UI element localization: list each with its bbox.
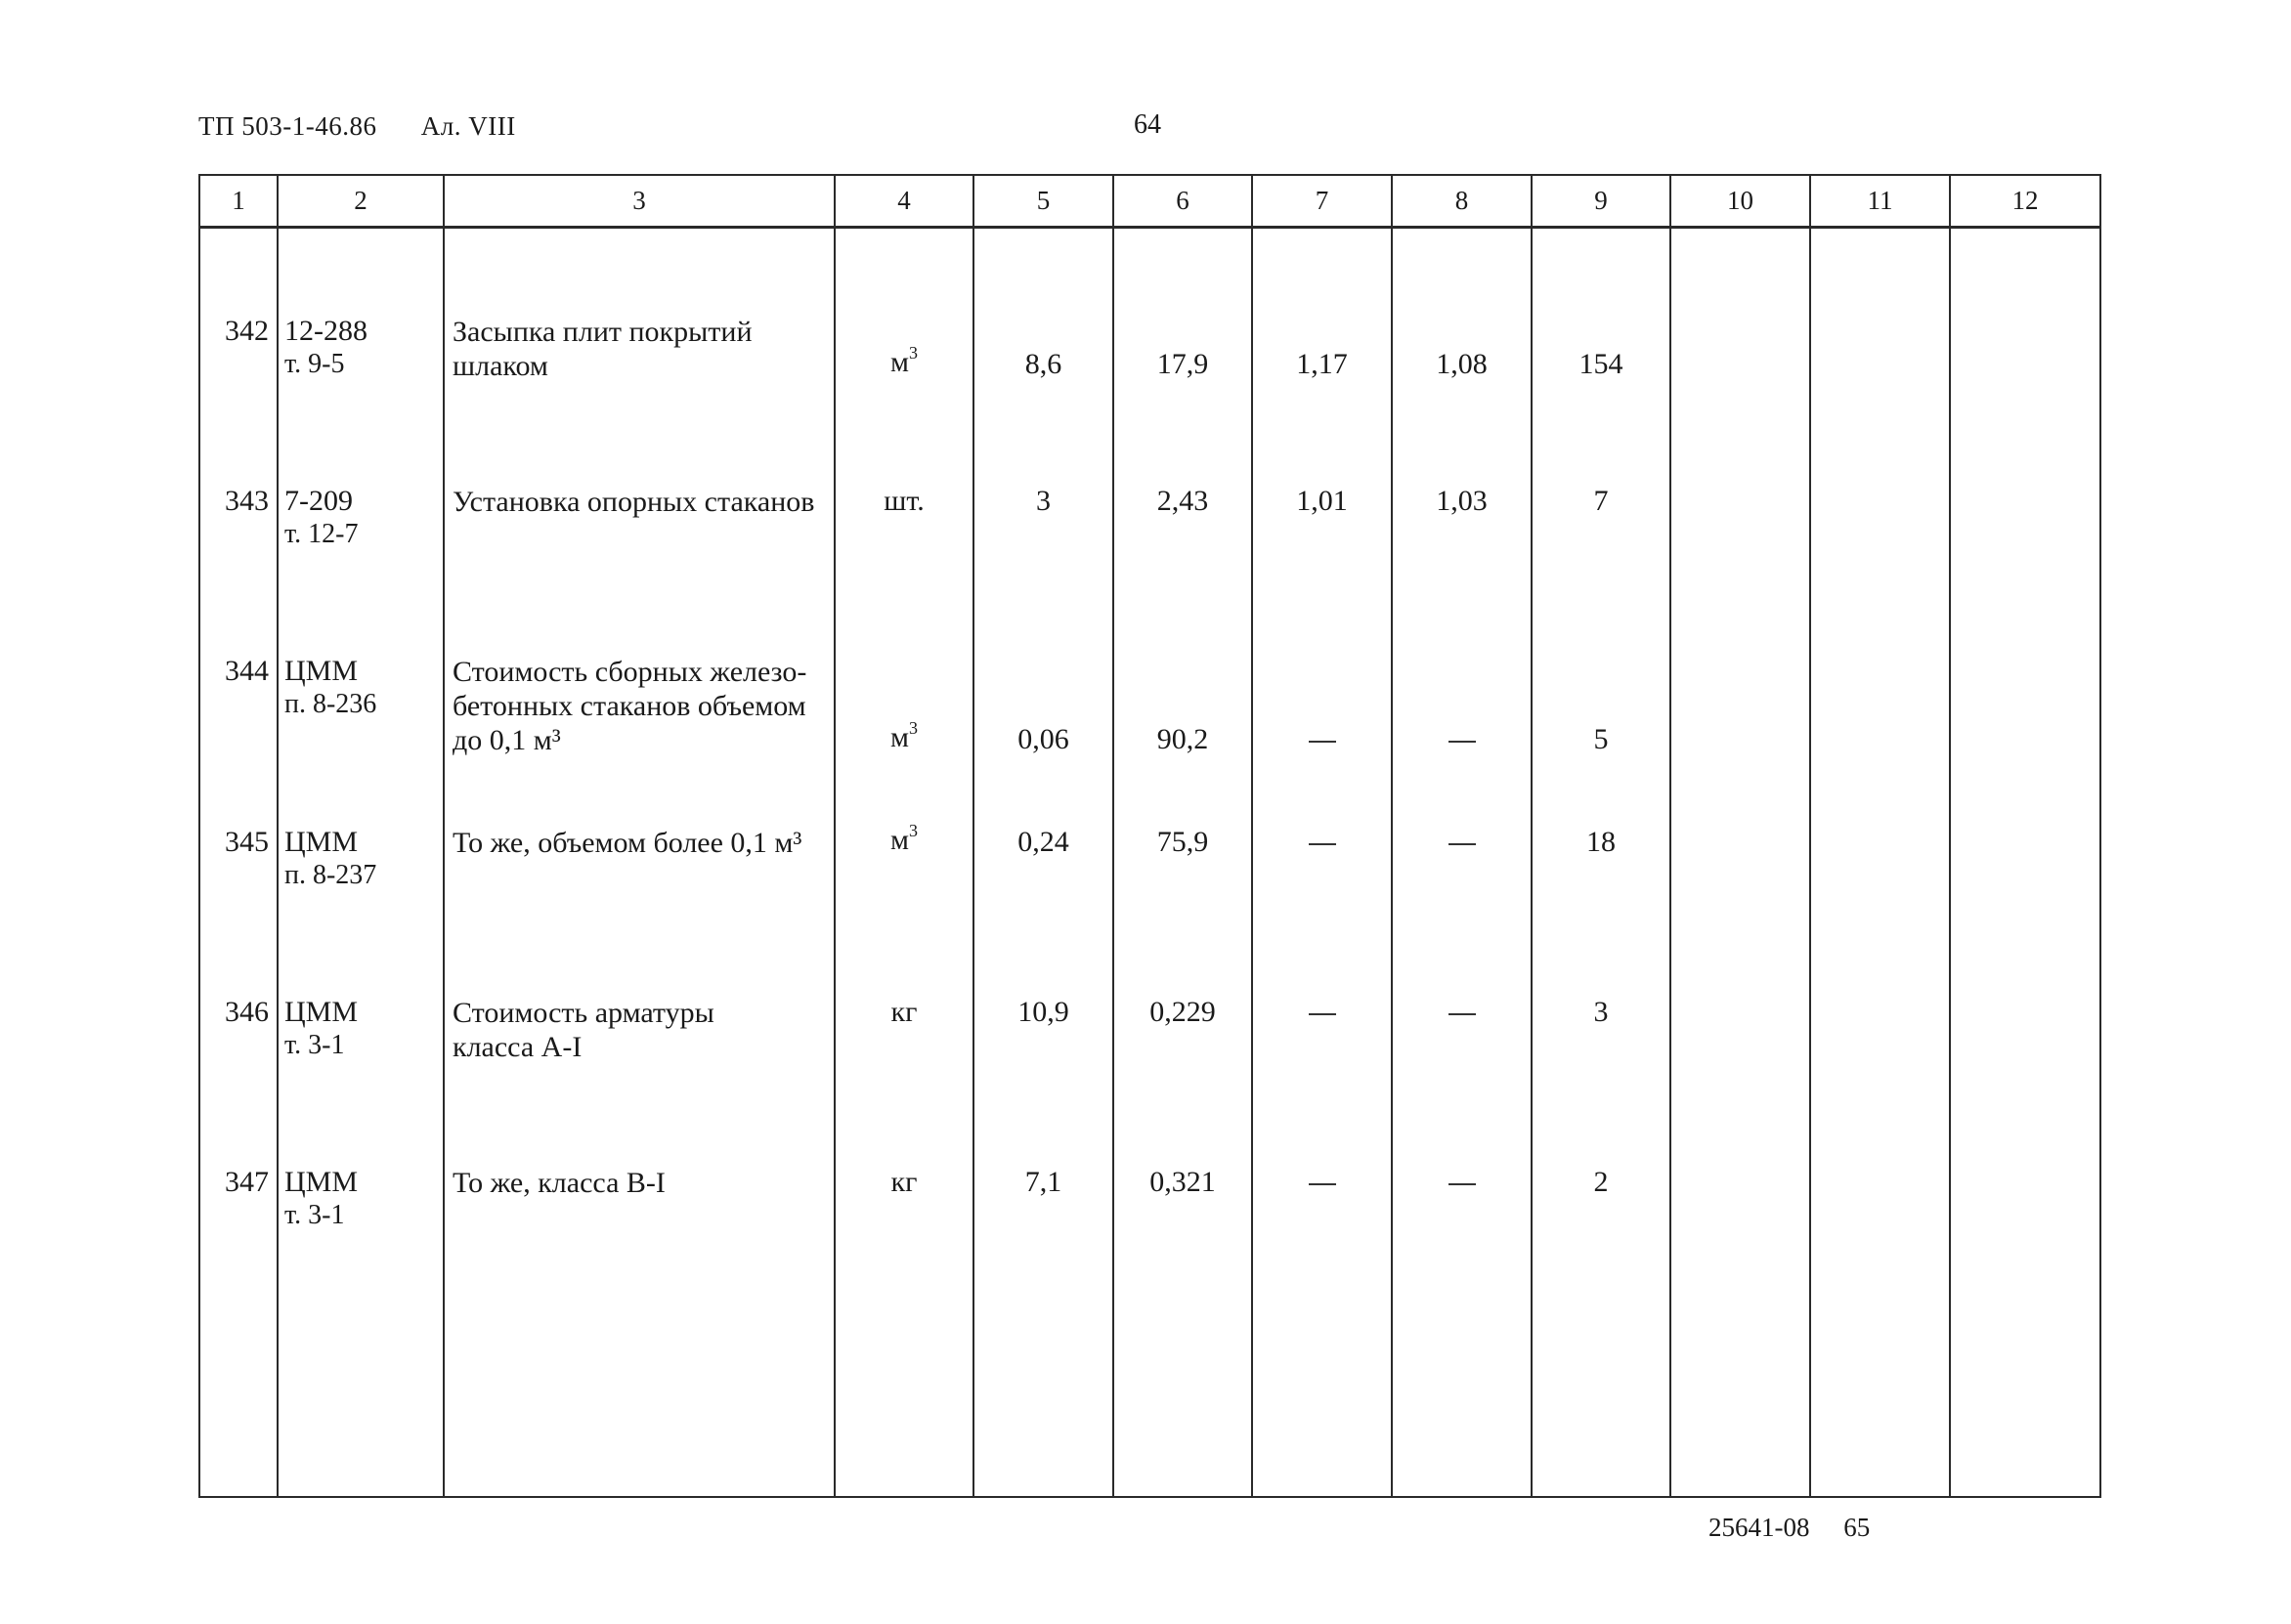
sheet-footer bbox=[1708, 1513, 1870, 1543]
album-number: Ал. VIII bbox=[420, 111, 516, 141]
dash-mark bbox=[1448, 1013, 1476, 1015]
value-cell: 1,03 bbox=[1436, 485, 1488, 518]
quantity-cell: 7,1 bbox=[1024, 1166, 1062, 1199]
column-header: 2 bbox=[278, 175, 444, 228]
empty-cell bbox=[1670, 1111, 1810, 1497]
quantity-cell: 8,6 bbox=[1024, 348, 1062, 380]
empty-cell bbox=[1950, 771, 2100, 941]
page-number: 64 bbox=[1134, 109, 1161, 140]
empty-cell bbox=[1950, 399, 2100, 569]
work-description: Засыпка плит покрытий шлаком bbox=[453, 316, 753, 382]
document-header bbox=[198, 111, 516, 142]
empty-cell bbox=[1950, 569, 2100, 771]
column-header: 4 bbox=[835, 175, 973, 228]
dash-mark bbox=[1448, 1183, 1476, 1185]
unit-cell: кг bbox=[890, 1166, 918, 1199]
value-cell: 18 bbox=[1586, 826, 1616, 859]
value-cell: 154 bbox=[1578, 348, 1623, 380]
norm-reference: ЦММ т. 3-1 bbox=[284, 996, 359, 1061]
quantity-cell: 10,9 bbox=[1017, 996, 1069, 1029]
norm-reference: ЦММ п. 8-236 bbox=[284, 655, 377, 720]
empty-cell bbox=[1810, 771, 1950, 941]
row-number: 342 bbox=[225, 315, 269, 347]
value-cell: 5 bbox=[1593, 723, 1609, 756]
estimate-table bbox=[198, 174, 2101, 1498]
empty-cell bbox=[1950, 228, 2100, 400]
value-cell: 7 bbox=[1593, 485, 1609, 518]
column-header: 8 bbox=[1392, 175, 1532, 228]
value-cell: 0,321 bbox=[1149, 1166, 1216, 1199]
value-cell: 75,9 bbox=[1156, 826, 1209, 859]
sheet-code: 25641-08 bbox=[1708, 1513, 1810, 1542]
empty-cell bbox=[1670, 399, 1810, 569]
column-header: 10 bbox=[1670, 175, 1810, 228]
quantity-cell: 0,24 bbox=[1017, 826, 1069, 859]
value-cell: 1,08 bbox=[1436, 348, 1488, 380]
unit-cell: $м^3$ bbox=[890, 718, 918, 754]
norm-reference: 12-288 т. 9-5 bbox=[284, 315, 367, 379]
empty-cell bbox=[1950, 1111, 2100, 1497]
column-number-row bbox=[199, 175, 2100, 228]
work-description: Стоимость сборных железо- бетонных стаканов объемом до 0,1 м³ bbox=[453, 656, 807, 757]
unit-cell: шт. bbox=[884, 485, 925, 518]
empty-cell bbox=[1810, 941, 1950, 1111]
work-description: Стоимость арматуры класса А-I bbox=[453, 997, 714, 1064]
unit-cell: кг bbox=[890, 996, 918, 1029]
dash-mark bbox=[1309, 1183, 1336, 1185]
row-number: 345 bbox=[225, 826, 269, 859]
unit-cell: $м^3$ bbox=[890, 821, 918, 857]
table-row bbox=[199, 771, 2100, 941]
table-row bbox=[199, 399, 2100, 569]
quantity-cell: 3 bbox=[1036, 485, 1051, 518]
empty-cell bbox=[1810, 228, 1950, 400]
column-header: 7 bbox=[1252, 175, 1392, 228]
value-cell: 90,2 bbox=[1156, 723, 1209, 756]
value-cell: 17,9 bbox=[1156, 348, 1209, 380]
empty-cell bbox=[1670, 569, 1810, 771]
empty-cell bbox=[1670, 771, 1810, 941]
norm-reference: 7-209 т. 12-7 bbox=[284, 485, 359, 550]
value-cell: 0,229 bbox=[1149, 996, 1216, 1029]
row-number: 344 bbox=[225, 655, 269, 688]
dash-mark bbox=[1448, 843, 1476, 845]
column-header: 12 bbox=[1950, 175, 2100, 228]
quantity-cell: 0,06 bbox=[1017, 723, 1069, 756]
dash-mark bbox=[1309, 741, 1336, 743]
empty-cell bbox=[1670, 941, 1810, 1111]
work-description: Установка опорных стаканов bbox=[453, 486, 815, 519]
norm-reference: ЦММ п. 8-237 bbox=[284, 826, 377, 891]
empty-cell bbox=[1810, 569, 1950, 771]
work-description: То же, объемом более 0,1 м³ bbox=[453, 827, 802, 860]
row-number: 346 bbox=[225, 996, 269, 1029]
column-header: 3 bbox=[444, 175, 835, 228]
empty-cell bbox=[1810, 1111, 1950, 1497]
column-header: 9 bbox=[1532, 175, 1670, 228]
dash-mark bbox=[1309, 1013, 1336, 1015]
value-cell: 1,17 bbox=[1296, 348, 1348, 380]
work-description: То же, класса В-I bbox=[453, 1167, 666, 1200]
dash-mark bbox=[1448, 741, 1476, 743]
empty-cell bbox=[1670, 228, 1810, 400]
table-row bbox=[199, 569, 2100, 771]
table-row bbox=[199, 228, 2100, 400]
column-header: 1 bbox=[199, 175, 278, 228]
column-header: 6 bbox=[1113, 175, 1252, 228]
doc-code: ТП 503-1-46.86 bbox=[198, 111, 377, 141]
empty-cell bbox=[1950, 941, 2100, 1111]
value-cell: 3 bbox=[1593, 996, 1609, 1029]
column-header: 5 bbox=[973, 175, 1113, 228]
value-cell: 1,01 bbox=[1296, 485, 1348, 518]
row-number: 347 bbox=[225, 1166, 269, 1199]
value-cell: 2 bbox=[1593, 1166, 1609, 1199]
unit-cell: $м^3$ bbox=[890, 343, 918, 378]
table-row bbox=[199, 1111, 2100, 1497]
value-cell: 2,43 bbox=[1156, 485, 1209, 518]
column-header: 11 bbox=[1810, 175, 1950, 228]
sheet-number: 65 bbox=[1843, 1513, 1871, 1542]
empty-cell bbox=[1810, 399, 1950, 569]
table-row bbox=[199, 941, 2100, 1111]
norm-reference: ЦММ т. 3-1 bbox=[284, 1166, 359, 1231]
row-number: 343 bbox=[225, 485, 269, 518]
dash-mark bbox=[1309, 843, 1336, 845]
